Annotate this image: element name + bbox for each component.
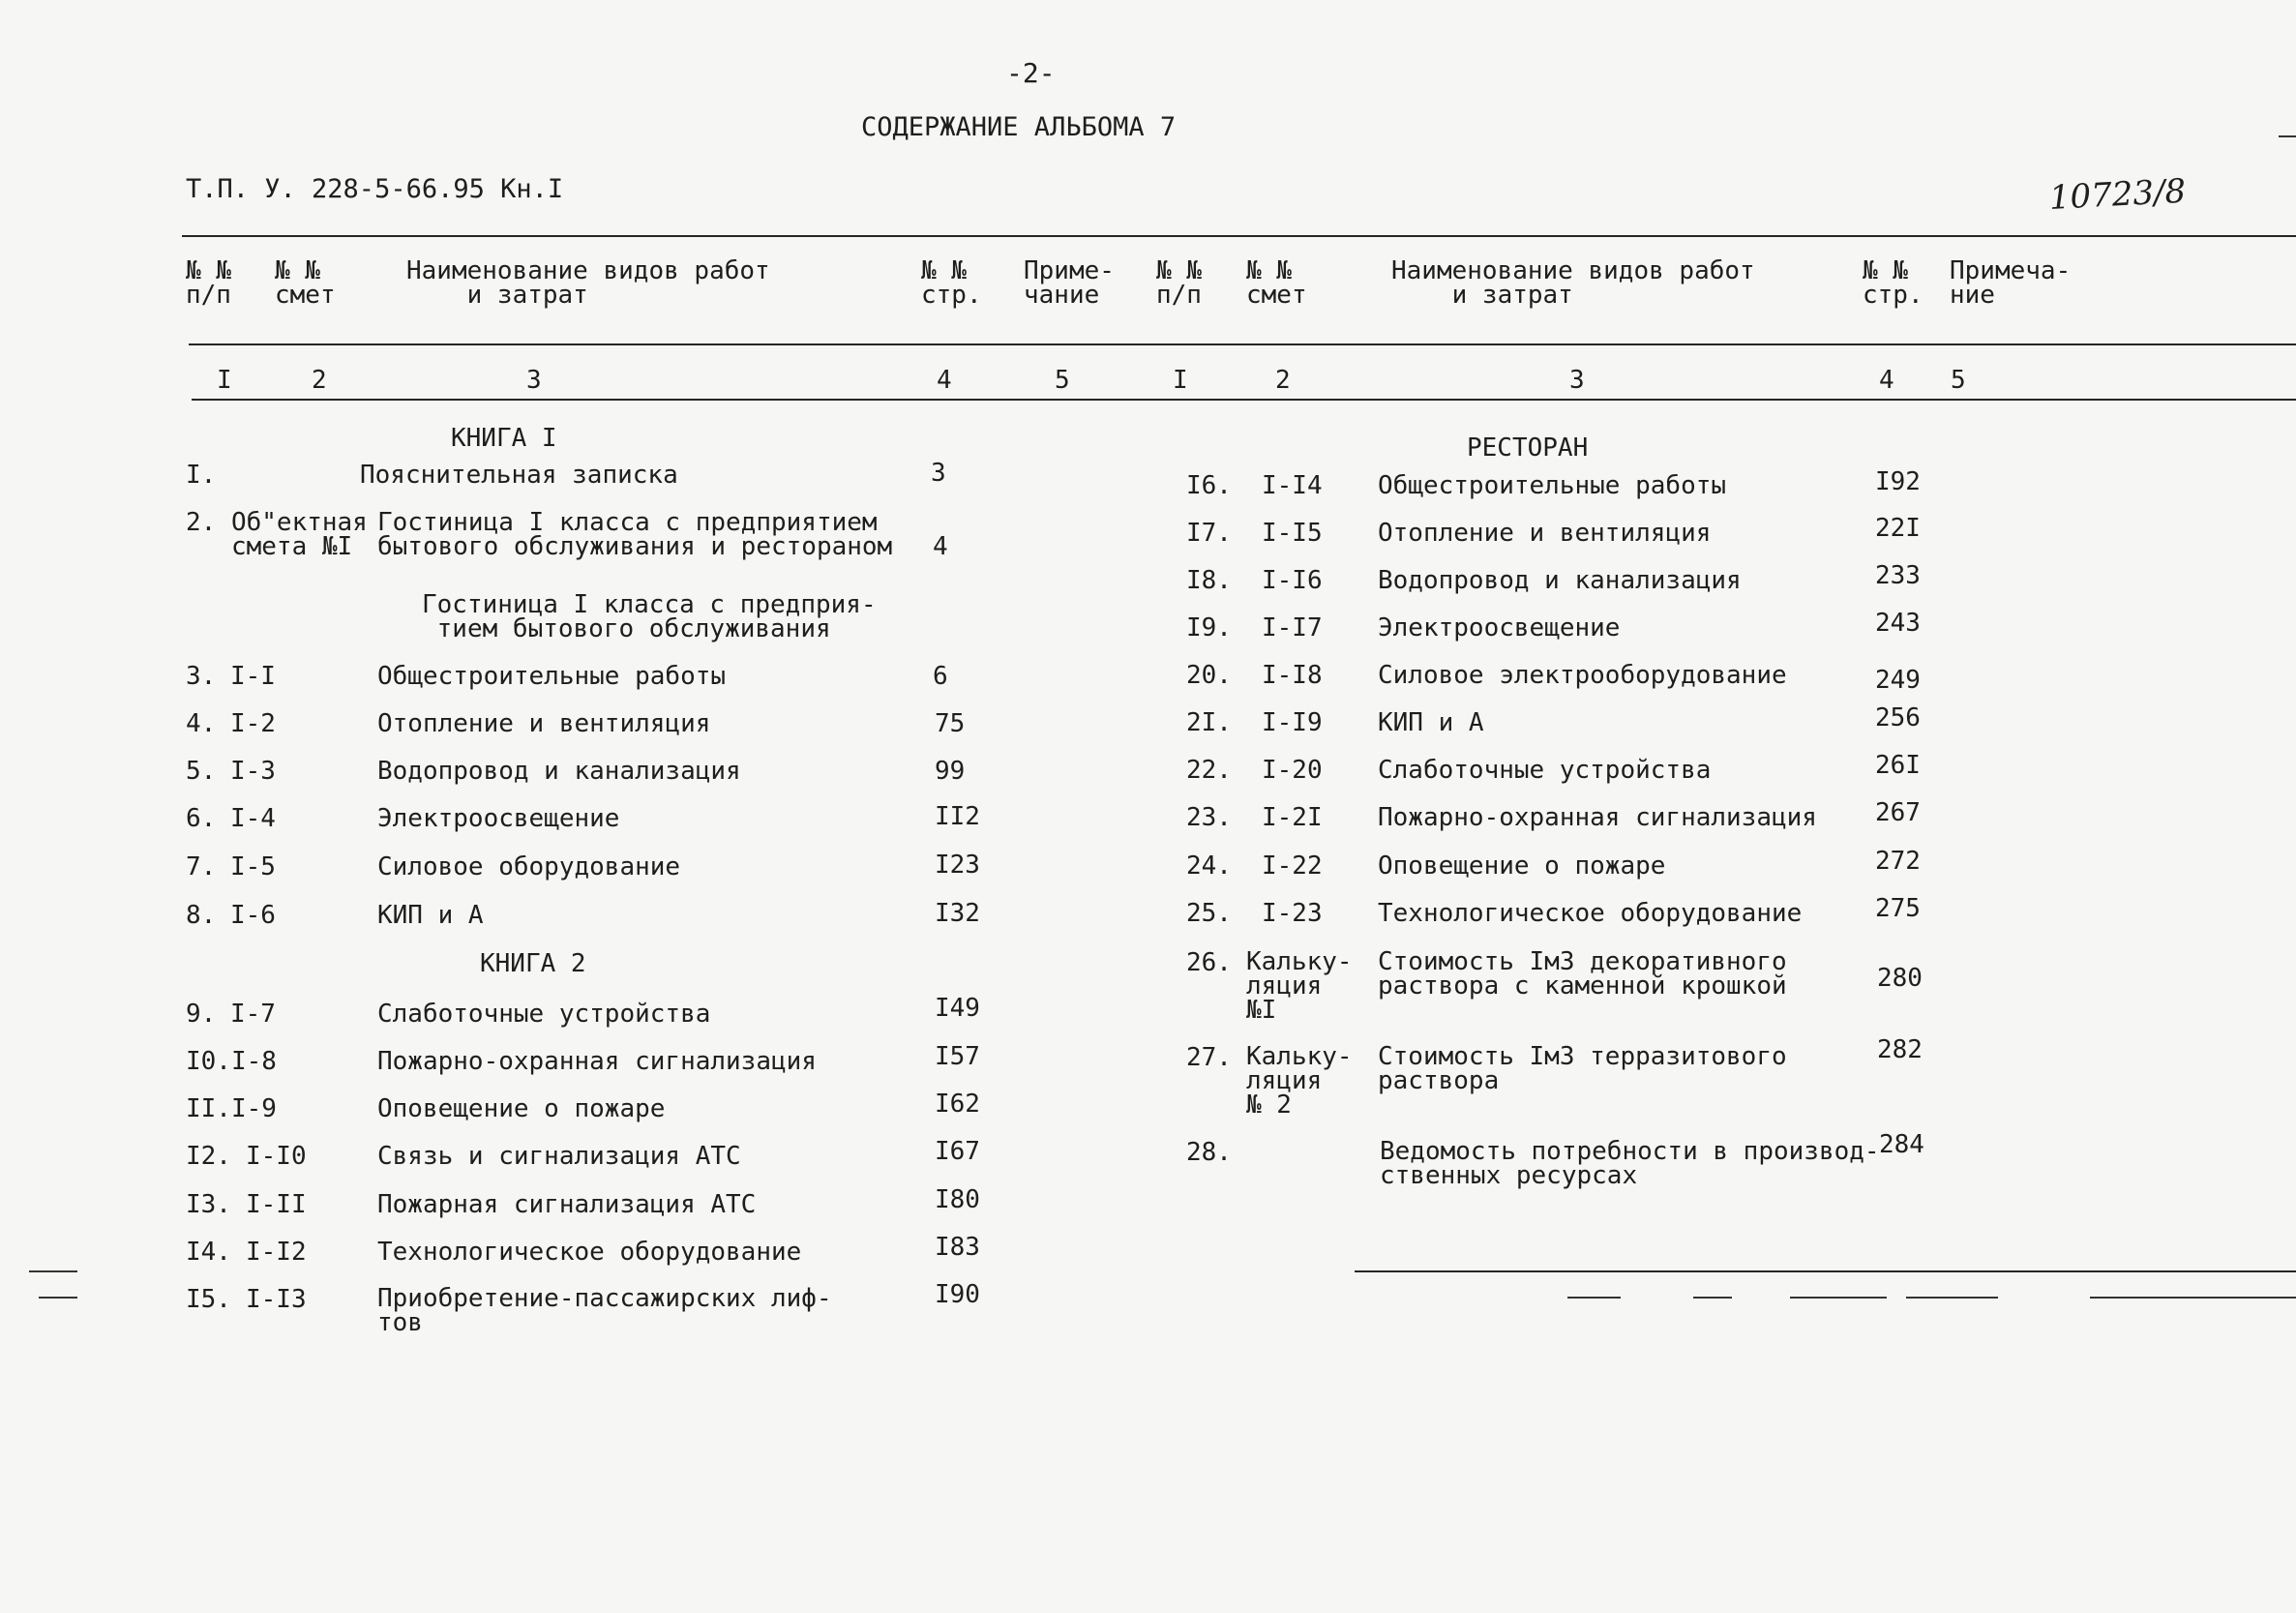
work-name: Стоимость IмЗ терразитового раствора xyxy=(1378,1042,1787,1095)
work-name: Технологическое оборудование xyxy=(377,1238,802,1267)
row-number: 28. xyxy=(1186,1138,1232,1167)
work-name: Общестроительные работы xyxy=(377,662,727,691)
header-left-name: Наименование видов работ и затрат xyxy=(406,256,770,310)
row-number: I8. xyxy=(1186,566,1232,595)
smeta-number: I-I9 xyxy=(1262,708,1323,737)
row-number: 7. xyxy=(186,852,217,881)
col-number: I xyxy=(217,366,232,395)
subsection-heading: Гостиница I класса с предприя- тием бытового обслуживания xyxy=(422,590,877,643)
row-number: I9. xyxy=(1186,613,1232,642)
header-right-num: № № п/п xyxy=(1156,256,1202,310)
header-bottom-rule xyxy=(189,344,2296,345)
smeta-number: I-I0 xyxy=(246,1142,307,1171)
page-ref: I67 xyxy=(935,1137,980,1166)
scan-mark xyxy=(1906,1297,1998,1299)
row-number: 22. xyxy=(1186,756,1232,785)
row-number: 23. xyxy=(1186,803,1232,832)
page-ref: II2 xyxy=(935,802,980,831)
smeta-number: I-3 xyxy=(230,757,276,786)
header-right-note: Примеча- ние xyxy=(1950,256,2072,310)
row-number: 2. Об"ектная смета №I xyxy=(186,508,368,561)
work-name: Технологическое оборудование xyxy=(1378,899,1803,928)
work-name: Слаботочные устройства xyxy=(377,1000,711,1029)
page-ref: I23 xyxy=(935,851,980,880)
page-ref: 256 xyxy=(1875,703,1921,732)
row-number: 27. xyxy=(1186,1043,1232,1072)
page-ref: I62 xyxy=(935,1090,980,1119)
table-top-rule xyxy=(182,235,2296,237)
row-number: 3. xyxy=(186,662,217,691)
page-ref: 75 xyxy=(935,709,966,738)
row-number: I4. xyxy=(186,1238,231,1267)
smeta-number: I-I xyxy=(230,662,276,691)
column-numbers-rule xyxy=(192,399,2296,401)
row-number: 4. xyxy=(186,709,217,738)
page-ref: 233 xyxy=(1875,561,1921,590)
col-number: 3 xyxy=(526,366,542,395)
page-ref: I32 xyxy=(935,899,980,928)
work-name: Слаботочные устройства xyxy=(1378,756,1712,785)
row-number: 2I. xyxy=(1186,708,1232,737)
work-name: Электроосвещение xyxy=(377,804,620,833)
work-name: Общестроительные работы xyxy=(1378,471,1727,500)
work-name: Силовое оборудование xyxy=(377,852,681,881)
smeta-number: I-I7 xyxy=(1262,613,1323,642)
header-right-smeta: № № смет xyxy=(1246,256,1307,310)
work-name: Пожарно-охранная сигнализация xyxy=(1378,803,1817,832)
scan-mark xyxy=(39,1297,77,1299)
page-ref: 26I xyxy=(1875,751,1921,780)
header-right-name: Наименование видов работ и затрат xyxy=(1391,256,1755,310)
row-number: 5. xyxy=(186,757,217,786)
smeta-number: Кальку- ляция № 2 xyxy=(1246,1042,1353,1120)
project-code: Т.П. У. 228-5-66.95 Кн.I xyxy=(186,174,564,204)
scan-mark xyxy=(1790,1297,1887,1299)
page-number: -2- xyxy=(1006,57,1056,89)
row-number: 20. xyxy=(1186,661,1232,690)
scan-mark xyxy=(1693,1297,1732,1299)
page-ref: 284 xyxy=(1879,1130,1924,1159)
page-ref: 267 xyxy=(1875,798,1921,827)
col-number: 5 xyxy=(1055,366,1070,395)
smeta-number: I-5 xyxy=(230,852,276,881)
work-name: Силовое электрооборудование xyxy=(1378,661,1787,690)
page-ref: I57 xyxy=(935,1042,980,1071)
col-number: 4 xyxy=(1879,366,1894,395)
header-left-num: № № п/п xyxy=(186,256,231,310)
header-left-smeta: № № смет xyxy=(275,256,336,310)
row-number: II.I-9 xyxy=(186,1094,277,1123)
col-number: 5 xyxy=(1951,366,1966,395)
smeta-number: I-I4 xyxy=(1262,471,1323,500)
work-name: Оповещение о пожаре xyxy=(1378,851,1666,881)
section-heading-kniga-2: КНИГА 2 xyxy=(480,949,586,978)
col-number: 4 xyxy=(937,366,952,395)
page-ref: I92 xyxy=(1875,467,1921,496)
work-name: Пожарно-охранная сигнализация xyxy=(377,1047,817,1076)
work-name: Гостиница I класса с предприятием бытового обслуживания и рестораном xyxy=(377,508,893,561)
page-ref: 272 xyxy=(1875,847,1921,876)
section-heading-restoran: РЕСТОРАН xyxy=(1467,433,1589,463)
work-name: Отопление и вентиляция xyxy=(377,709,711,738)
page-ref: I80 xyxy=(935,1185,980,1214)
handwritten-archive-number: 10723/8 xyxy=(2047,171,2188,218)
smeta-number: I-4 xyxy=(230,804,276,833)
work-name: Водопровод и канализация xyxy=(377,757,741,786)
row-number: 26. xyxy=(1186,948,1232,977)
page-ref: 282 xyxy=(1877,1035,1923,1064)
smeta-number: I-23 xyxy=(1262,899,1323,928)
header-right-page: № № стр. xyxy=(1863,256,1923,310)
smeta-number: I-2 xyxy=(230,709,276,738)
page-ref: 249 xyxy=(1875,666,1921,695)
page-ref: 4 xyxy=(933,532,948,561)
page-ref: 243 xyxy=(1875,609,1921,638)
work-name: Стоимость IмЗ декоративного раствора с каменной крошкой xyxy=(1378,947,1787,1001)
smeta-number: I-2I xyxy=(1262,803,1323,832)
smeta-number: Кальку- ляция №I xyxy=(1246,947,1353,1025)
work-name: Пожарная сигнализация АТС xyxy=(377,1190,757,1219)
row-number: I3. xyxy=(186,1190,231,1219)
scan-mark xyxy=(1567,1297,1621,1299)
page-title: СОДЕРЖАНИЕ АЛЬБОМА 7 xyxy=(861,112,1177,142)
work-name: Водопровод и канализация xyxy=(1378,566,1742,595)
section-heading-kniga-1: КНИГА I xyxy=(451,424,557,453)
work-name: Пояснительная записка xyxy=(360,461,678,490)
smeta-number: I-I6 xyxy=(1262,566,1323,595)
col-number: 3 xyxy=(1569,366,1585,395)
row-number: I6. xyxy=(1186,471,1232,500)
row-number: 9. xyxy=(186,1000,217,1029)
smeta-number: I-I8 xyxy=(1262,661,1323,690)
row-number: I7. xyxy=(1186,519,1232,548)
page-ref: 280 xyxy=(1877,964,1923,993)
page-ref: I49 xyxy=(935,994,980,1023)
scan-mark xyxy=(2279,135,2296,137)
page-ref: 3 xyxy=(931,459,946,488)
smeta-number: I-7 xyxy=(230,1000,276,1029)
work-name: Связь и сигнализация АТС xyxy=(377,1142,741,1171)
page-ref: 22I xyxy=(1875,514,1921,543)
smeta-number: I-I5 xyxy=(1262,519,1323,548)
row-number: 6. xyxy=(186,804,217,833)
work-name: КИП и А xyxy=(377,901,484,930)
smeta-number: I-6 xyxy=(230,901,276,930)
work-name: Приобретение-пассажирских лиф- тов xyxy=(377,1284,832,1337)
smeta-number: I-20 xyxy=(1262,756,1323,785)
smeta-number: I-I2 xyxy=(246,1238,307,1267)
smeta-number: I-I3 xyxy=(246,1285,307,1314)
col-number: 2 xyxy=(312,366,327,395)
page-ref: 99 xyxy=(935,757,966,786)
work-name: Оповещение о пожаре xyxy=(377,1094,666,1123)
page-ref: I90 xyxy=(935,1280,980,1309)
header-left-note: Приме- чание xyxy=(1024,256,1115,310)
page-ref: I83 xyxy=(935,1233,980,1262)
scan-mark xyxy=(2090,1297,2296,1299)
smeta-number: I-22 xyxy=(1262,851,1323,881)
row-number: I0.I-8 xyxy=(186,1047,277,1076)
smeta-number: I-II xyxy=(246,1190,307,1219)
page-ref: 6 xyxy=(933,662,948,691)
header-left-page: № № стр. xyxy=(921,256,982,310)
row-number: I5. xyxy=(186,1285,231,1314)
work-name: Ведомость потребности в производ- ственных ресурсах xyxy=(1380,1137,1880,1190)
work-name: КИП и А xyxy=(1378,708,1484,737)
table-bottom-rule xyxy=(1355,1270,2296,1272)
row-number: 8. xyxy=(186,901,217,930)
row-number: I2. xyxy=(186,1142,231,1171)
work-name: Электроосвещение xyxy=(1378,613,1621,642)
col-number: 2 xyxy=(1275,366,1291,395)
col-number: I xyxy=(1173,366,1188,395)
row-number: 24. xyxy=(1186,851,1232,881)
scan-mark xyxy=(29,1270,77,1272)
work-name: Отопление и вентиляция xyxy=(1378,519,1712,548)
row-number: 25. xyxy=(1186,899,1232,928)
row-number: I. xyxy=(186,461,217,490)
page-ref: 275 xyxy=(1875,894,1921,923)
